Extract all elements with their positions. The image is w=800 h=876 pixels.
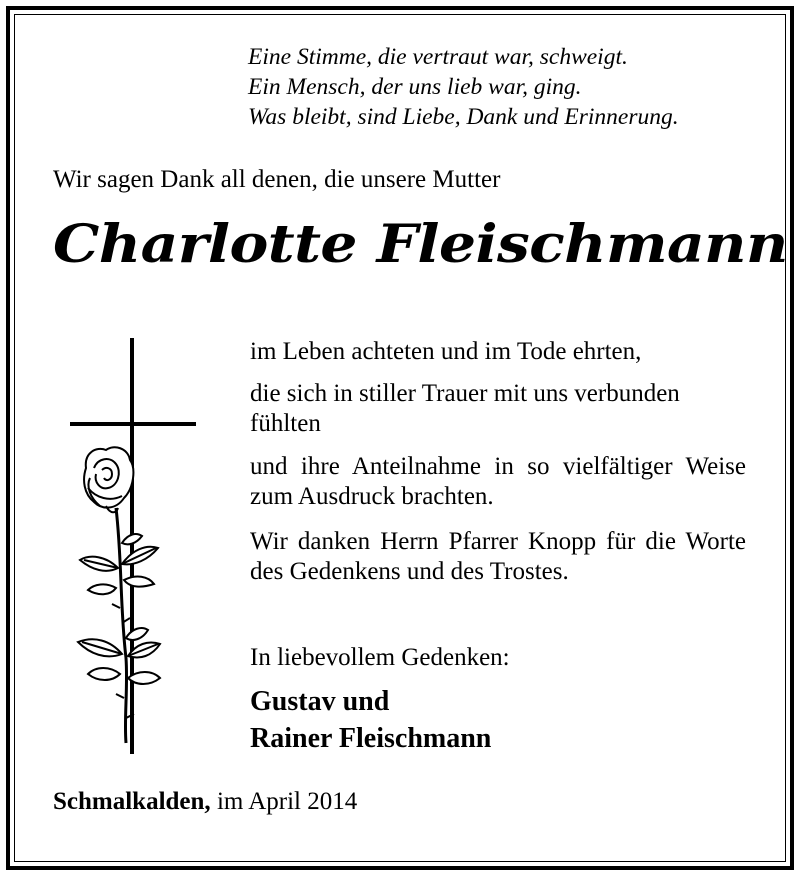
- poem-line: Was bleibt, sind Liebe, Dank und Erinnerung.: [248, 104, 679, 130]
- signer-line: Rainer Fleischmann: [250, 723, 492, 754]
- paragraph-3: und ihre Anteilnahme in so vielfältiger Weise zum Ausdruck brachten.: [250, 453, 746, 510]
- poem-line: Eine Stimme, die vertraut war, schweigt.: [248, 44, 628, 70]
- poem: [248, 42, 679, 132]
- paragraph-2: die sich in stiller Trauer mit uns verbunden fühlten: [250, 380, 680, 437]
- paragraph-1: im Leben achteten und im Tode ehrten,: [250, 338, 642, 365]
- intro-text: Wir sagen Dank all denen, die unsere Mutter: [53, 166, 501, 193]
- rose-icon: [78, 447, 160, 743]
- closing-line: [53, 788, 357, 816]
- poem-line: Ein Mensch, der uns lieb war, ging.: [248, 74, 582, 100]
- signer-line: Gustav und: [250, 686, 390, 717]
- deceased-name: Charlotte Fleischmann: [53, 214, 788, 275]
- closing-date: im April 2014: [210, 788, 358, 815]
- cross-icon: [66, 338, 201, 758]
- paragraph-4: Wir danken Herrn Pfarrer Knopp für die Worte des Gedenkens und des Trostes.: [250, 528, 746, 585]
- greeting: In liebevollem Gedenken:: [250, 644, 510, 671]
- closing-place: Schmalkalden,: [53, 788, 211, 815]
